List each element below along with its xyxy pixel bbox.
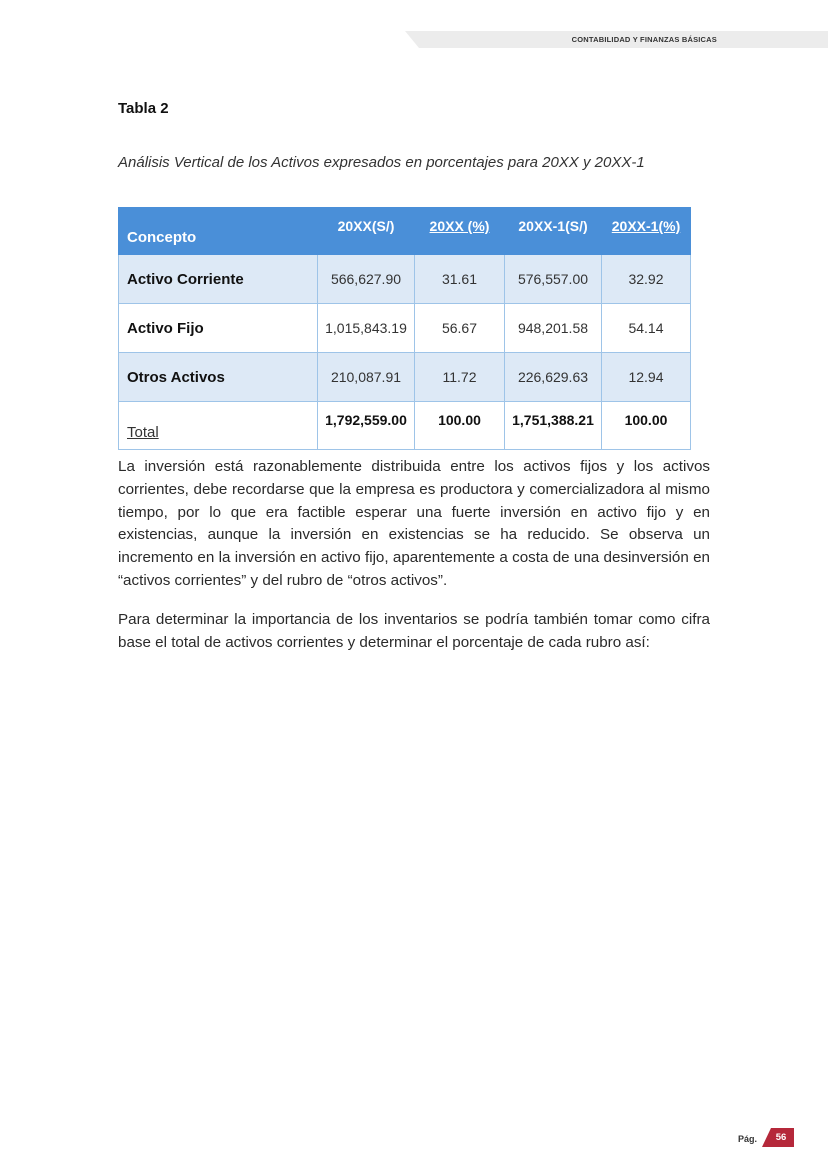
cell-20xx-1-percent: 32.92 (602, 255, 691, 304)
table-row (119, 304, 691, 353)
cell-20xx-soles: 210,087.91 (318, 353, 415, 402)
cell-20xx-percent: 56.67 (415, 304, 505, 353)
cell-20xx-1-soles: 948,201.58 (505, 304, 602, 353)
column-header-concept: Concepto (119, 208, 318, 255)
cell-20xx-soles: 1,015,843.19 (318, 304, 415, 353)
cell-20xx-1-soles: 226,629.63 (505, 353, 602, 402)
row-concept: Activo Fijo (119, 304, 318, 353)
cell-20xx-soles: 566,627.90 (318, 255, 415, 304)
table-total-row (119, 402, 691, 450)
cell-20xx-percent: 31.61 (415, 255, 505, 304)
table-title: Tabla 2 (118, 100, 169, 117)
page-number: 56 (775, 1132, 787, 1143)
table-caption: Análisis Vertical de los Activos expresados en porcentajes para 20XX y 20XX-1 (118, 154, 645, 171)
body-paragraph: Para determinar la importancia de los inventarios se podría también tomar como cifra base el total de activos corrientes y determinar el porcentaje de cada rubro así: (118, 611, 710, 651)
row-concept: Otros Activos (119, 353, 318, 402)
running-header: CONTABILIDAD Y FINANZAS BÁSICAS (571, 35, 717, 44)
cell-20xx-1-soles: 1,751,388.21 (505, 402, 602, 450)
cell-20xx-1-soles: 576,557.00 (505, 255, 602, 304)
table-header-row (119, 208, 691, 255)
column-header-20xx-1-soles: 20XX-1(S/) (505, 208, 602, 255)
cell-20xx-soles: 1,792,559.00 (318, 402, 415, 450)
table-row (119, 255, 691, 304)
table-row (119, 353, 691, 402)
vertical-analysis-table (118, 207, 691, 450)
column-header-20xx-1-percent: 20XX-1(%) (602, 208, 691, 255)
row-concept-total: Total (119, 402, 318, 450)
cell-20xx-1-percent: 100.00 (602, 402, 691, 450)
row-concept: Activo Corriente (119, 255, 318, 304)
column-header-20xx-percent: 20XX (%) (415, 208, 505, 255)
cell-20xx-percent: 100.00 (415, 402, 505, 450)
body-paragraph: La inversión está razonablemente distribuida entre los activos fijos y los activos corrientes, debe recordarse que la empresa es productora y comercializadora al mismo tiempo, por lo que era factible esperar una fuerte inversión en activo fijo y en existencias, aunque la inversión en existencias se ha reducido. Se observa un incremento en la inversión en activo fijo, aparentemente a costa de una desinversión en “activos corrientes” y del rubro de “otros activos”. (118, 458, 710, 589)
page-label: Pág. (738, 1134, 758, 1144)
cell-20xx-1-percent: 12.94 (602, 353, 691, 402)
cell-20xx-1-percent: 54.14 (602, 304, 691, 353)
cell-20xx-percent: 11.72 (415, 353, 505, 402)
column-header-20xx-soles: 20XX(S/) (318, 208, 415, 255)
